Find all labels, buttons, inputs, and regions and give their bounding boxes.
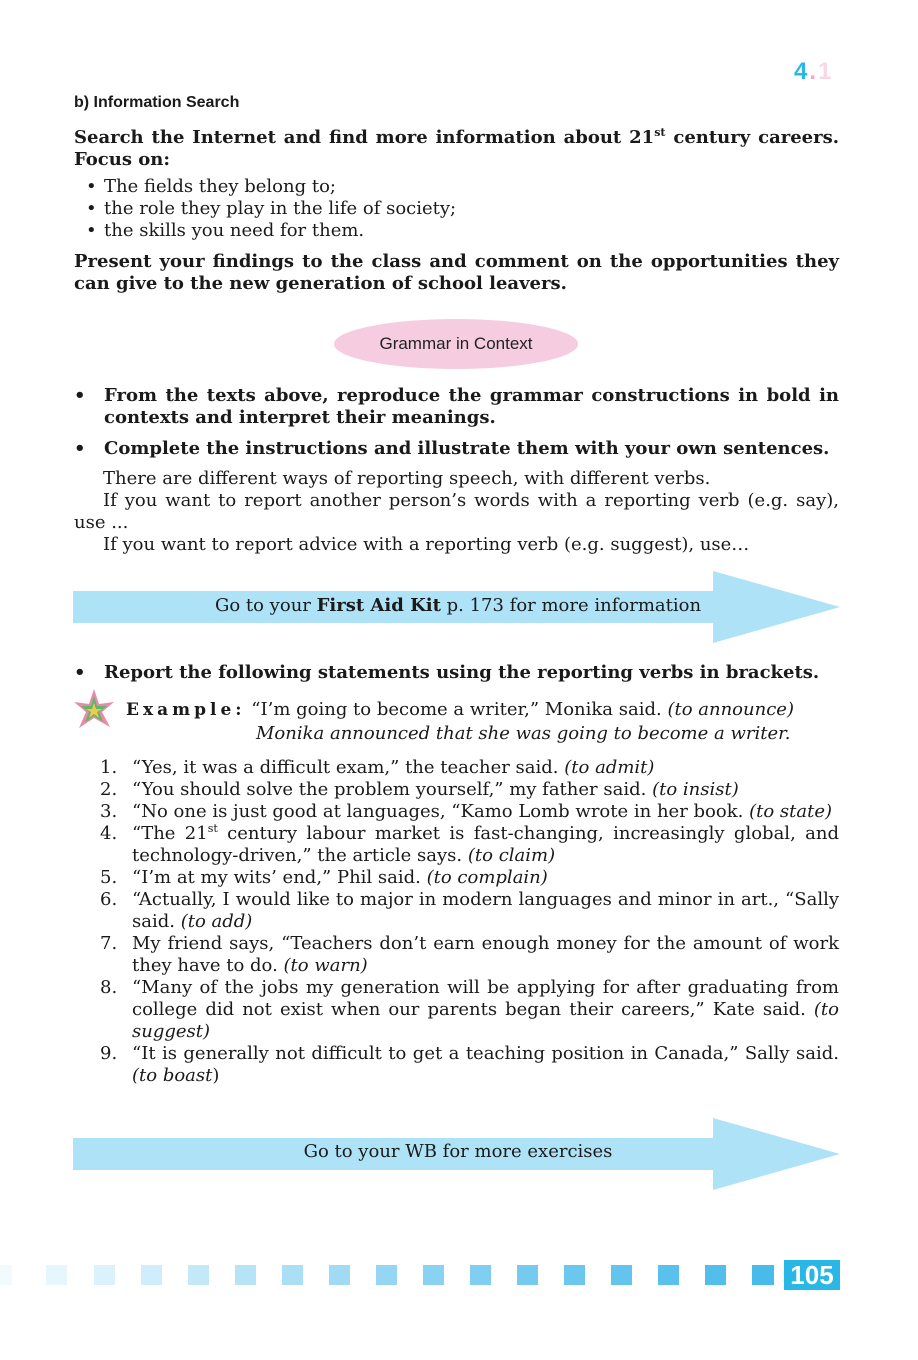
footer-square [46,1265,67,1285]
footer-square [282,1265,303,1285]
bullet-icon: • [74,385,86,406]
footer-square [423,1265,444,1285]
footer-square [235,1265,256,1285]
footer-square [329,1265,350,1285]
example-answer: Monika announced that she was going to become a writer. [256,723,791,744]
exercise-list [100,757,839,1087]
star-icon [73,688,115,732]
list-item: 8. “Many of the jobs my generation will be applying for after graduating from college did not exist when our parents began their careers,” Kate said. (to suggest) [100,977,839,1042]
list-item: 1. “Yes, it was a difficult exam,” the teacher said. (to admit) [100,757,655,778]
instruction-line: If you want to report another person’s words with a reporting verb (e.g. say), use ... [74,490,839,533]
bullet-icon: • [74,662,86,683]
present-task: Present your findings to the class and comment on the opportunities they can give to the new generation of school leavers. [74,251,839,294]
grammar-task-1: • From the texts above, reproduce the grammar constructions in bold in contexts and interpret their meanings. [74,385,839,428]
footer-square [94,1265,115,1285]
grammar-in-context-badge: Grammar in Context [334,319,578,369]
workbook-banner[interactable] [73,1118,840,1190]
list-item: 5. “I’m at my wits’ end,” Phil said. (to complain) [100,867,548,888]
footer-square [470,1265,491,1285]
list-item: 4. “The 21st century labour market is fast-changing, increasingly global, and technology-driven,” the article says. (to claim) [100,822,839,866]
report-task: • Report the following statements using the reporting verbs in brackets. [74,662,820,683]
footer-square [611,1265,632,1285]
focus-list [104,176,456,242]
list-item: • the role they play in the life of society; [104,198,456,220]
unit-number: 4 [794,58,810,85]
footer-square [658,1265,679,1285]
bullet-icon: • [74,438,86,459]
search-intro: Search the Internet and find more information about 21st century careers. Focus on: [74,126,839,170]
list-item: 6. “Actually, I would like to major in modern languages and minor in art., “Sally said. (to add) [100,889,839,932]
unit-marker [794,58,833,86]
section-title: b) Information Search [74,94,240,111]
footer-square [517,1265,538,1285]
footer-square [141,1265,162,1285]
first-aid-kit-label: Go to your First Aid Kit p. 173 for more information [214,595,702,616]
workbook-label: Go to your WB for more exercises [303,1141,613,1162]
footer-square [188,1265,209,1285]
list-item: 3. “No one is just good at languages, “Kamo Lomb wrote in her book. (to state) [100,801,833,822]
footer-square [564,1265,585,1285]
instructions-block [74,468,839,556]
list-item: • the skills you need for them. [104,220,456,242]
instruction-line: If you want to report advice with a reporting verb (e.g. suggest), use… [103,534,750,555]
example-block: Example: “I’m going to become a writer,” Monika said. (to announce) [126,699,794,720]
unit-sub: 1 [818,58,834,85]
list-item: 9. “It is generally not difficult to get a teaching position in Canada,” Sally said. (to boast) [100,1043,839,1086]
footer-square [705,1265,726,1285]
list-item: 7. My friend says, “Teachers don’t earn enough money for the amount of work they have to do. (to warn) [100,933,839,976]
list-item: 2. “You should solve the problem yourself,” my father said. (to insist) [100,779,739,800]
unit-dot: . [809,58,819,85]
grammar-task-2: • Complete the instructions and illustrate them with your own sentences. [74,438,830,459]
page-number: 105 [784,1260,840,1290]
list-item: • The fields they belong to; [104,176,456,198]
instruction-line: There are different ways of reporting speech, with different verbs. [103,468,711,489]
footer-square [752,1265,774,1285]
footer-square [0,1265,12,1285]
footer-square [376,1265,397,1285]
footer-strip [0,1265,780,1285]
first-aid-kit-banner[interactable] [73,571,840,643]
